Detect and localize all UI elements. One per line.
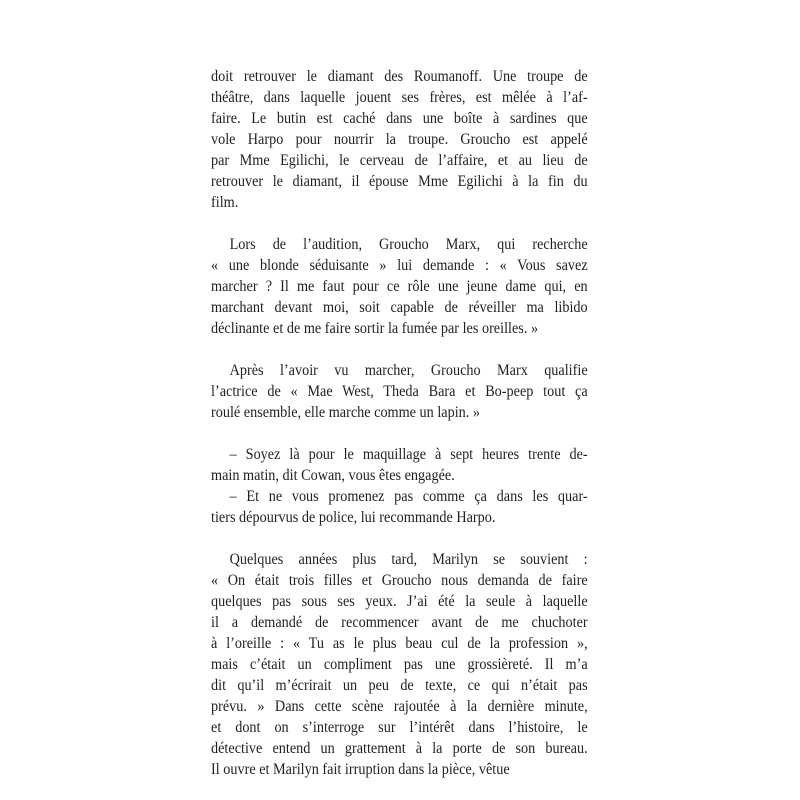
paragraph [211, 549, 588, 780]
text-line: – Soyez là pour le maquillage à sept heures trente de- [229, 446, 588, 463]
text-line: quelques pas sous ses yeux. J’ai été la seule à laquelle [211, 593, 588, 610]
text-line: mais c’était un compliment pas une grossièreté. Il m’a [211, 656, 588, 673]
text-line: il a demandé de recommencer avant de me chuchoter [211, 614, 588, 631]
paragraph [211, 66, 588, 213]
paragraph [211, 486, 588, 528]
text-line: « On était trois filles et Groucho nous demanda de faire [211, 572, 588, 589]
text-line: faire. Le butin est caché dans une boîte à sardines que [211, 110, 588, 127]
text-line: dit qu’il m’écrirait un peu de texte, ce qui n’était pas [211, 677, 588, 694]
text-line: et dont on s’interroge sur l’intérêt dans l’histoire, le [211, 719, 588, 736]
text-line: à l’oreille : « Tu as le plus beau cul de la profession », [211, 635, 588, 652]
text-line: retrouver le diamant, il épouse Mme Egilichi à la fin du [211, 173, 588, 190]
text-line: Après l’avoir vu marcher, Groucho Marx qualifie [229, 362, 588, 379]
text-line: roulé ensemble, elle marche comme un lapin. » [211, 404, 481, 421]
paragraph-gap [211, 423, 588, 444]
text-line: détective entend un grattement à la porte de son bureau. [211, 740, 588, 757]
paragraph [211, 360, 588, 423]
text-line: marcher ? Il me faut pour ce rôle une jeune dame qui, en [211, 278, 588, 295]
text-line: déclinante et de me faire sortir la fumée par les oreilles. » [211, 320, 539, 337]
text-line: prévu. » Dans cette scène rajoutée à la dernière minute, [211, 698, 588, 715]
text-line: « une blonde séduisante » lui demande : « Vous savez [211, 257, 588, 274]
text-line: Quelques années plus tard, Marilyn se souvient : [229, 551, 588, 568]
text-line: marchant devant moi, soit capable de réveiller ma libido [211, 299, 588, 316]
text-line: – Et ne vous promenez pas comme ça dans les quar- [229, 488, 588, 505]
paragraph-gap [211, 339, 588, 360]
paragraph [211, 234, 588, 339]
text-line: main matin, dit Cowan, vous êtes engagée. [211, 467, 455, 484]
text-line: Il ouvre et Marilyn fait irruption dans la pièce, vêtue [211, 761, 510, 778]
paragraph [211, 444, 588, 486]
text-line: Lors de l’audition, Groucho Marx, qui recherche [229, 236, 588, 253]
text-line: théâtre, dans laquelle jouent ses frères, est mêlée à l’af- [211, 89, 588, 106]
paragraph-gap [211, 528, 588, 549]
text-line: film. [211, 194, 239, 211]
text-line: par Mme Egilichi, le cerveau de l’affaire, et au lieu de [211, 152, 588, 169]
paragraph-gap [211, 213, 588, 234]
text-line: tiers dépourvus de police, lui recommande Harpo. [211, 509, 496, 526]
text-line: l’actrice de « Mae West, Theda Bara et Bo-peep tout ça [211, 383, 588, 400]
text-line: vole Harpo pour nourrir la troupe. Groucho est appelé [211, 131, 588, 148]
page-text [211, 66, 588, 780]
text-line: doit retrouver le diamant des Roumanoff. Une troupe de [211, 68, 588, 85]
